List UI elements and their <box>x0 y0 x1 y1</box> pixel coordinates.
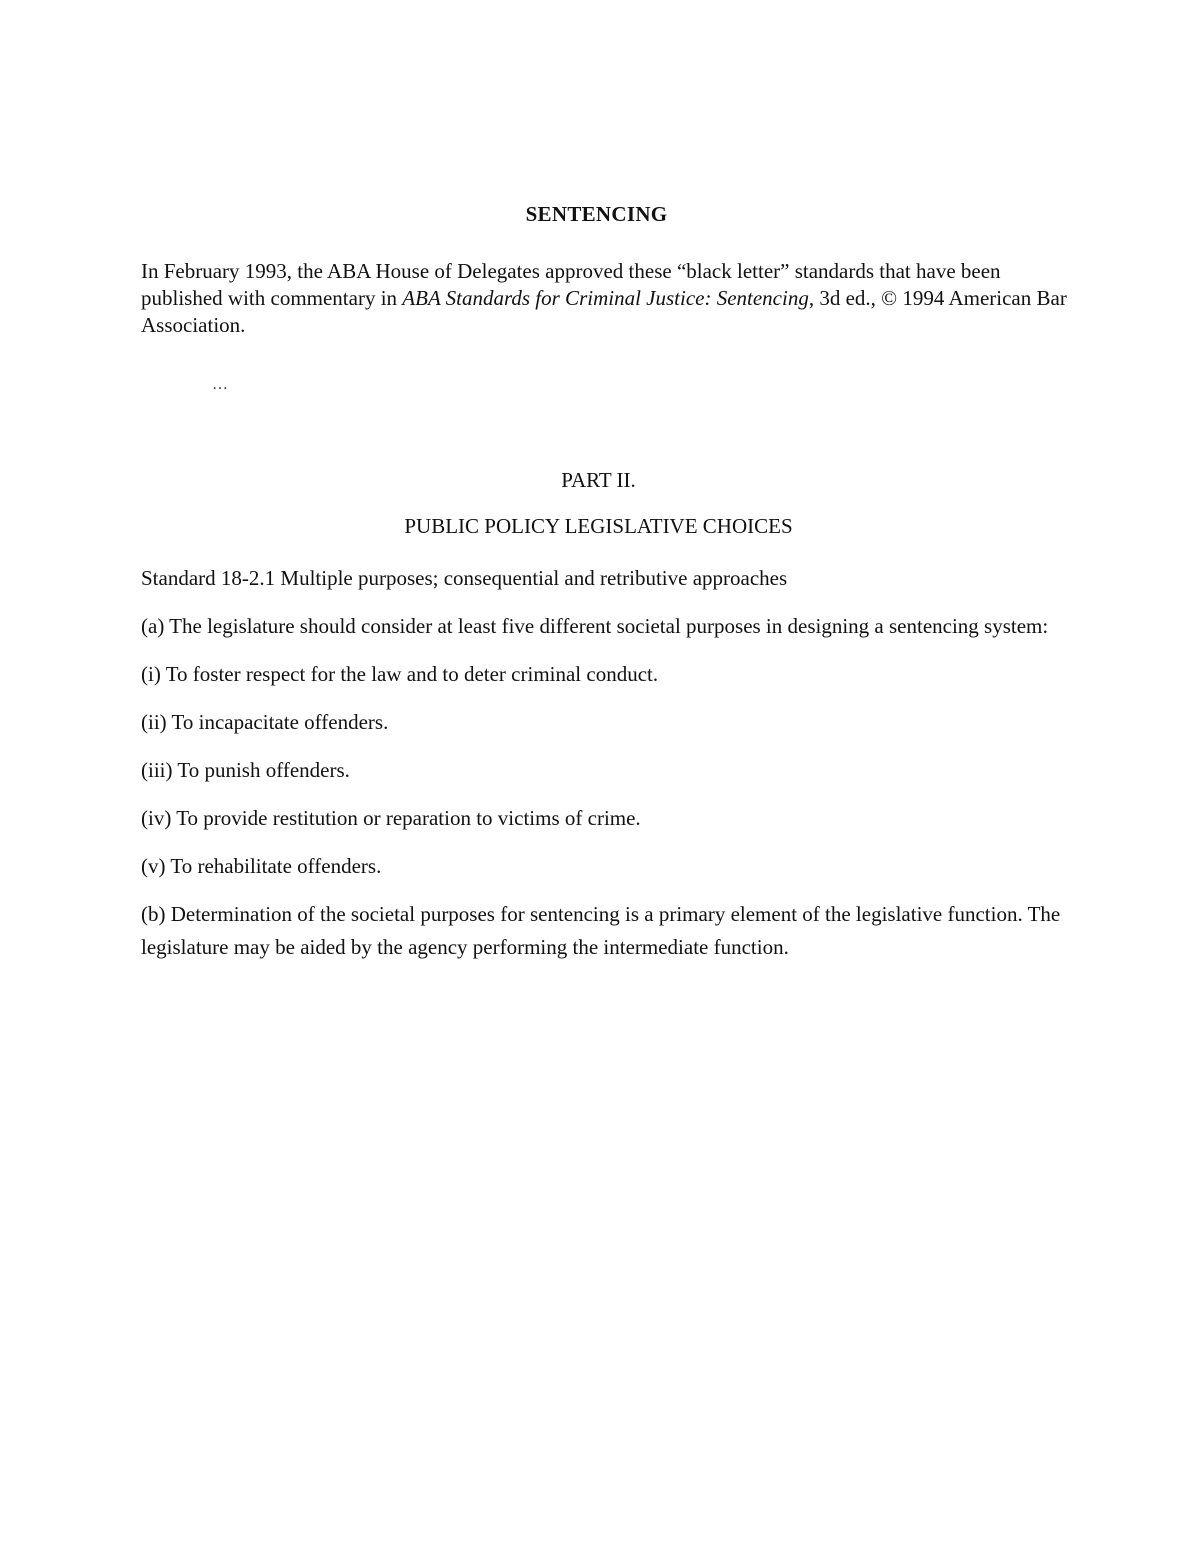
paragraph-b: (b) Determination of the societal purposes for sentencing is a primary element of the legislative function. The legislature may be aided by the agency performing the intermediate function. <box>141 902 1061 959</box>
item-v: (v) To rehabilitate offenders. <box>141 854 382 878</box>
item-ii: (ii) To incapacitate offenders. <box>141 710 389 734</box>
item-iii: (iii) To punish offenders. <box>141 758 350 782</box>
omission-ellipsis: … <box>212 376 230 393</box>
publication-title: ABA Standards for Criminal Justice: Sentencing <box>402 286 809 310</box>
item-iv: (iv) To provide restitution or reparation to victims of crime. <box>141 806 641 830</box>
intro-paragraph <box>141 258 1071 339</box>
document-title: SENTENCING <box>525 202 668 226</box>
intro-tail: , 3d ed., © 1994 American Bar Association. <box>141 286 1067 337</box>
item-i: (i) To foster respect for the law and to deter criminal conduct. <box>141 662 659 686</box>
standard-body <box>141 562 1071 979</box>
standard-heading: Standard 18-2.1 Multiple purposes; consequential and retributive approaches <box>141 566 788 590</box>
intro-lead: In February 1993, the ABA House of Delegates approved these “black letter” standards that have been published with commentary in <box>141 259 1001 310</box>
part-heading: PART II. <box>561 468 636 492</box>
paragraph-a: (a) The legislature should consider at least five different societal purposes in designing a sentencing system: <box>141 614 1049 638</box>
part-title: PUBLIC POLICY LEGISLATIVE CHOICES <box>404 514 793 538</box>
